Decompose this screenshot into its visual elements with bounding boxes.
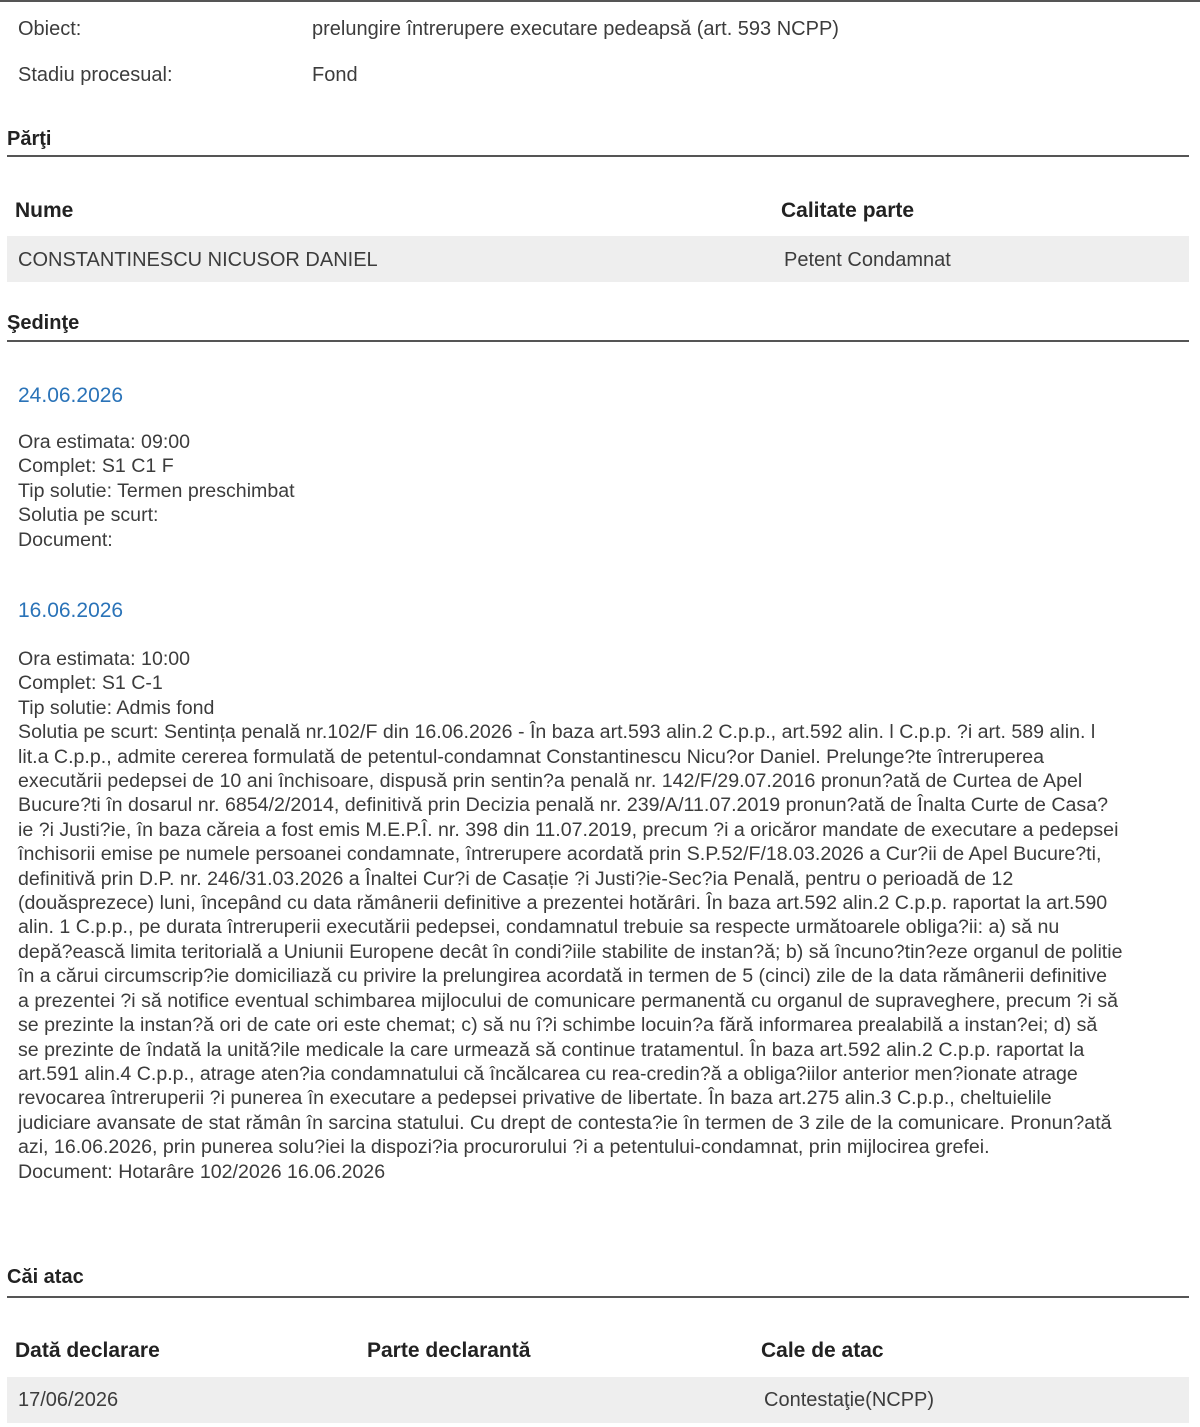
hearing-solutia-line: revocarea întreruperii ?i punerea în executare a pedepsei privative de libertate. În baza art.275 alin.3 C.p.p., cheltuielile — [18, 1087, 1052, 1110]
hearing-document: Document: — [18, 528, 113, 551]
hearing-solutia-line: judiciare avansate de stat rămân în sarcina statului. Cu drept de contesta?ie în termen de 3 zile de la comunicare. Pronun?ată — [18, 1111, 1112, 1134]
parti-cell-nume: CONSTANTINESCU NICUSOR DANIEL — [18, 249, 378, 271]
parti-divider — [7, 155, 1189, 157]
top-divider — [0, 0, 1200, 2]
cai-atac-cell-cale: Contestaţie(NCPP) — [764, 1389, 935, 1411]
hearing-ora: Ora estimata: 09:00 — [18, 431, 191, 453]
hearing-complet: Complet: S1 C-1 — [18, 672, 163, 695]
hearing-solutia-line: închisorii emise pe numele persoanei condamnate, întrerupere acordată prin S.P.52/F/18.03.2026 a Cur?ii de Apel Bucure?ti, — [18, 843, 1102, 866]
hearing-solutia-line: lit.a C.p.p., admite cererea formulată de petentul-condamnat Constantinescu Nicu?or Daniel. Prelunge?te întreruperea — [18, 745, 1044, 768]
cai-atac-header-cale: Cale de atac — [761, 1339, 884, 1362]
hearing-date-link[interactable]: 16.06.2026 — [18, 599, 124, 622]
hearing-tip-solutie: Tip solutie: Termen preschimbat — [18, 479, 295, 502]
parti-header-calitate: Calitate parte — [781, 199, 915, 222]
hearing-solutia-line: se prezinte de îndată la unită?ile medicale la care urmează să continue tratamentul. În baza art.592 alin.2 C.p.p. raportat la — [18, 1038, 1085, 1061]
hearing-solutia-line: depă?ească limita teritorială a Uniunii Europene decât în condi?iile stabilite de instan?ă; b) să încuno?tin?eze organul de politie — [18, 940, 1123, 963]
hearing-solutia-line: a prezentei ?i să notifice eventual schimbarea mijlocului de comunicare permanentă cu organul de supraveghere, precum ?i să — [18, 989, 1119, 1012]
hearing-solutia-line: art.591 alin.4 C.p.p., atrage aten?ia condamnatului că încălcarea cu rea-credin?ă a obliga?iilor anterior men?ionate atrage — [18, 1062, 1078, 1085]
obiect-value: prelungire întrerupere executare pedeapsă (art. 593 NCPP) — [312, 18, 839, 40]
hearing-solutia-line: în a cărui circumscrip?ie domiciliază cu privire la prelungirea acordată in termen de 5 (cinci) zile de la data rămânerii definitive — [18, 965, 1108, 988]
parti-section-title: Părţi — [7, 128, 52, 150]
hearing-solutia-line: Solutia pe scurt: Sentința penală nr.102/F din 16.06.2026 - În baza art.593 alin.2 C.p.p., art.592 alin. l C.p.p. ?i art. 589 alin. l — [18, 721, 1096, 744]
hearing-details — [18, 647, 1186, 1184]
cai-atac-header-data: Dată declarare — [15, 1339, 160, 1362]
cai-atac-section-title: Căi atac — [7, 1266, 84, 1288]
hearing-details — [18, 430, 1186, 552]
parti-cell-calitate: Petent Condamnat — [784, 249, 951, 271]
hearing-solutia: Solutia pe scurt: — [18, 504, 159, 527]
sedinte-section-title: Şedinţe — [7, 312, 80, 334]
hearing-date-link[interactable]: 24.06.2026 — [18, 384, 124, 407]
cai-atac-cell-data: 17/06/2026 — [18, 1389, 119, 1411]
hearing-document: Document: Hotarâre 102/2026 16.06.2026 — [18, 1160, 386, 1183]
hearing-solutia-line: alin. 1 C.p.p., pe durata întreruperii executării pedepsei, condamnatul trebuie sa respecte următoarele obliga?ii: a) să nu — [18, 916, 1060, 939]
obiect-label: Obiect: — [18, 18, 82, 40]
cai-atac-divider — [7, 1296, 1189, 1298]
hearing-solutia-line: executării pedepsei de 10 ani închisoare, dispusă prin sentin?a penală nr. 142/F/29.07.2016 pronun?ată de Curtea de Apel — [18, 770, 1083, 793]
hearing-solutia-line: ie ?i Justi?ie, în baza căreia a fost emis M.E.P.Î. nr. 398 din 11.07.2019, precum ?i a oricăror mandate de executare a pedepsei — [18, 818, 1119, 841]
stadiu-value: Fond — [312, 64, 358, 86]
cai-atac-header-parte: Parte declarantă — [367, 1339, 531, 1362]
hearing-solutia-line: azi, 16.06.2026, prin punerea solu?iei la dispozi?ia procurorului ?i a petentului-condamnat, prin mijlocirea grefei. — [18, 1136, 990, 1159]
hearing-solutia-line: definitivă prin D.P. nr. 246/31.03.2026 a Înaltei Cur?i de Casație ?i Justi?ie-Sec?ia Penală, pentru o perioadă de 12 — [18, 867, 1014, 890]
stadiu-label: Stadiu procesual: — [18, 64, 173, 86]
hearing-solutia-line: (douăsprezece) luni, începând cu data rămânerii definitive a prezentei hotărâri. În baza art.592 alin.2 C.p.p. raportat la art.590 — [18, 892, 1108, 915]
parti-header-nume: Nume — [15, 199, 74, 222]
hearing-tip-solutie: Tip solutie: Admis fond — [18, 696, 215, 719]
hearing-solutia-line: se prezinte la instan?ă ori de cate ori este chemat; c) să nu î?i schimbe locuin?a fără informarea prealabilă a instan?ei; d) să — [18, 1014, 1098, 1037]
hearing-solutia-line: Bucure?ti în dosarul nr. 6854/2/2014, definitivă prin Decizia penală nr. 239/A/11.07.2019 pronun?ată de Înalta Curte de Casa? — [18, 794, 1109, 817]
hearing-ora: Ora estimata: 10:00 — [18, 648, 191, 670]
sedinte-divider — [7, 340, 1189, 342]
hearing-complet: Complet: S1 C1 F — [18, 455, 174, 478]
table-row — [7, 1377, 1189, 1423]
